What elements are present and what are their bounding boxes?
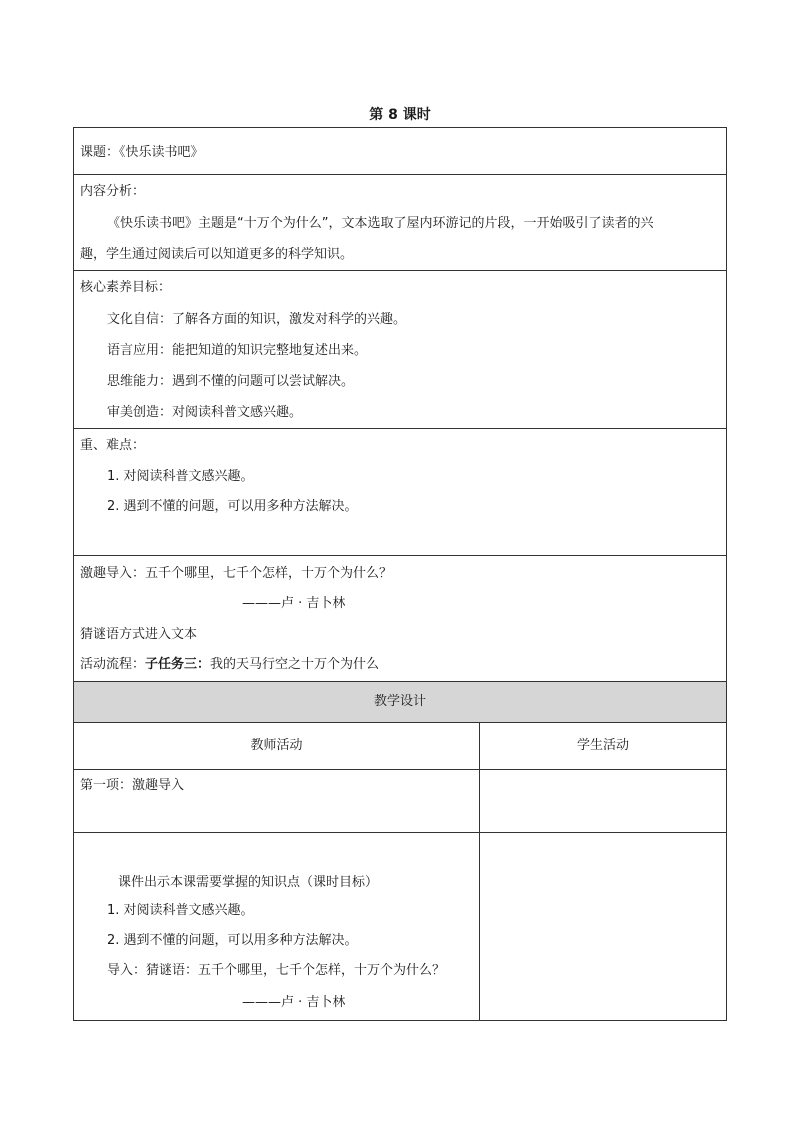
design-attribution: ———卢 · 吉卜林 — [242, 995, 346, 1010]
row-divider — [73, 174, 727, 175]
intro-method: 猜谜语方式进入文本 — [80, 627, 198, 642]
row-divider — [73, 555, 727, 556]
goals-heading: 核心素养目标： — [80, 280, 172, 295]
keypoint-item: 1. 对阅读科普文感兴趣。 — [107, 469, 254, 484]
design-header: 教学设计 — [373, 694, 426, 709]
goal-item: 审美创造：对阅读科普文感兴趣。 — [107, 405, 303, 420]
row-divider — [73, 832, 727, 833]
analysis-heading: 内容分析： — [80, 184, 146, 199]
activity-flow — [80, 656, 379, 674]
column-divider — [479, 722, 480, 1020]
lesson-topic: 课题：《快乐读书吧》 — [80, 145, 204, 160]
intro-attribution: ———卢 · 吉卜林 — [242, 596, 346, 611]
lead-in-text: 导入：猜谜语：五千个哪里，七千个怎样，十万个为什么？ — [107, 963, 446, 978]
goal-item: 语言应用：能把知道的知识完整地复述出来。 — [107, 343, 368, 358]
flow-label: 活动流程： — [80, 657, 146, 672]
keypoint-item: 2. 遇到不懂的问题，可以用多种方法解决。 — [107, 499, 358, 514]
page-title: 第 8 课时 — [369, 107, 431, 123]
intro-line: 激趣导入：五千个哪里，七千个怎样，十万个为什么？ — [80, 566, 393, 581]
design-item: 2. 遇到不懂的问题，可以用多种方法解决。 — [107, 933, 358, 948]
courseware-text: 课件出示本课需要掌握的知识点（课时目标） — [118, 875, 379, 890]
analysis-text: 趣，学生通过阅读后可以知道更多的科学知识。 — [80, 247, 354, 262]
analysis-text: 《快乐读书吧》主题是“十万个为什么”，文本选取了屋内环游记的片段，一开始吸引了读者的兴 — [107, 216, 654, 231]
keypoints-heading: 重、难点： — [80, 438, 146, 453]
goal-item: 思维能力：遇到不懂的问题可以尝试解决。 — [107, 374, 355, 389]
step-title: 第一项：激趣导入 — [80, 778, 185, 793]
col-student: 学生活动 — [576, 738, 629, 753]
row-divider — [73, 769, 727, 770]
row-divider — [73, 270, 727, 271]
row-divider — [73, 428, 727, 429]
goal-item: 文化自信：了解各方面的知识，激发对科学的兴趣。 — [107, 312, 407, 327]
col-teacher: 教师活动 — [250, 738, 303, 753]
design-item: 1. 对阅读科普文感兴趣。 — [107, 903, 254, 918]
flow-task: 子任务三： — [145, 657, 211, 672]
row-divider — [73, 722, 727, 723]
flow-text: 我的天马行空之十万个为什么 — [210, 657, 380, 672]
